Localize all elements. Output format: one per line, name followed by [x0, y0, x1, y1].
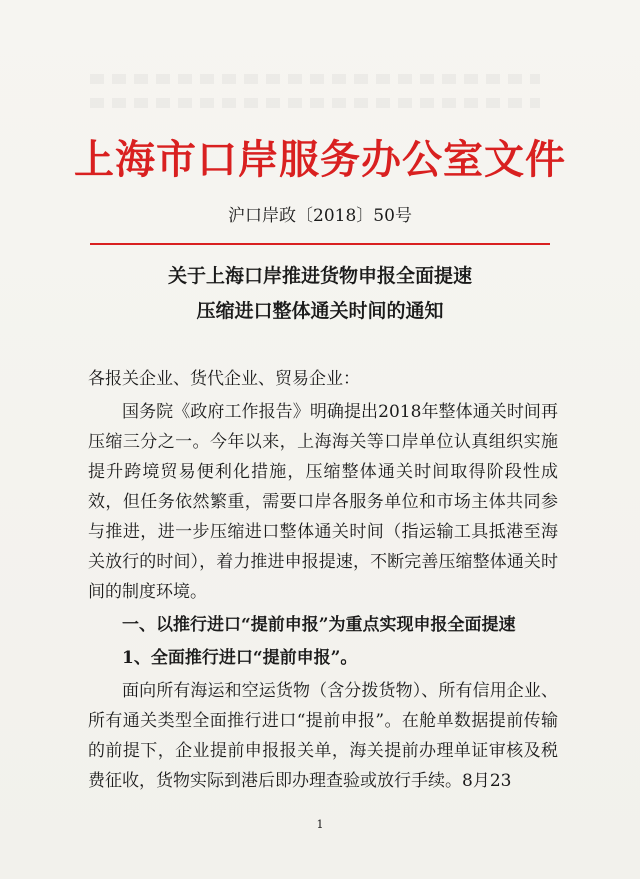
document-number: 沪口岸政〔2018〕50号	[228, 206, 412, 226]
bleed-through-text	[90, 74, 540, 84]
issuing-authority-header: 上海市口岸服务办公室文件	[74, 136, 566, 183]
notice-title-line-2: 压缩进口整体通关时间的通知	[196, 300, 444, 322]
red-divider-line	[90, 243, 550, 245]
notice-title-line-1: 关于上海口岸推进货物申报全面提速	[167, 265, 472, 287]
paragraph-advance-declaration: 面向所有海运和空运货物（含分拨货物）、所有信用企业、所有通关类型全面推行进口“提前申报”。在舱单数据提前传输的前提下，企业提前申报报关单，海关提前办理单证审核及税费征收，货物实际到港后即办理查验或放行手续。8月23	[88, 681, 558, 791]
paragraph-intro: 国务院《政府工作报告》明确提出2018年整体通关时间再压缩三分之一。今年以来，上海海关等口岸单位认真组织实施提升跨境贸易便利化措施，压缩整体通关时间取得阶段性成效，但任务依然繁重，需要口岸各服务单位和市场主体共同参与推进，进一步压缩进口整体通关时间（指运输工具抵港至海关放行的时间），着力推进申报提速，不断完善压缩整体通关时间的制度环境。	[88, 402, 558, 602]
page-number: 1	[316, 818, 324, 831]
salutation: 各报关企业、货代企业、贸易企业：	[88, 369, 360, 389]
subsection-heading-1: 1、全面推行进口“提前申报”。	[122, 648, 358, 668]
bleed-through-text	[90, 98, 540, 108]
document-body	[88, 364, 558, 799]
section-heading-1: 一、以推行进口“提前申报”为重点实现申报全面提速	[122, 615, 516, 635]
